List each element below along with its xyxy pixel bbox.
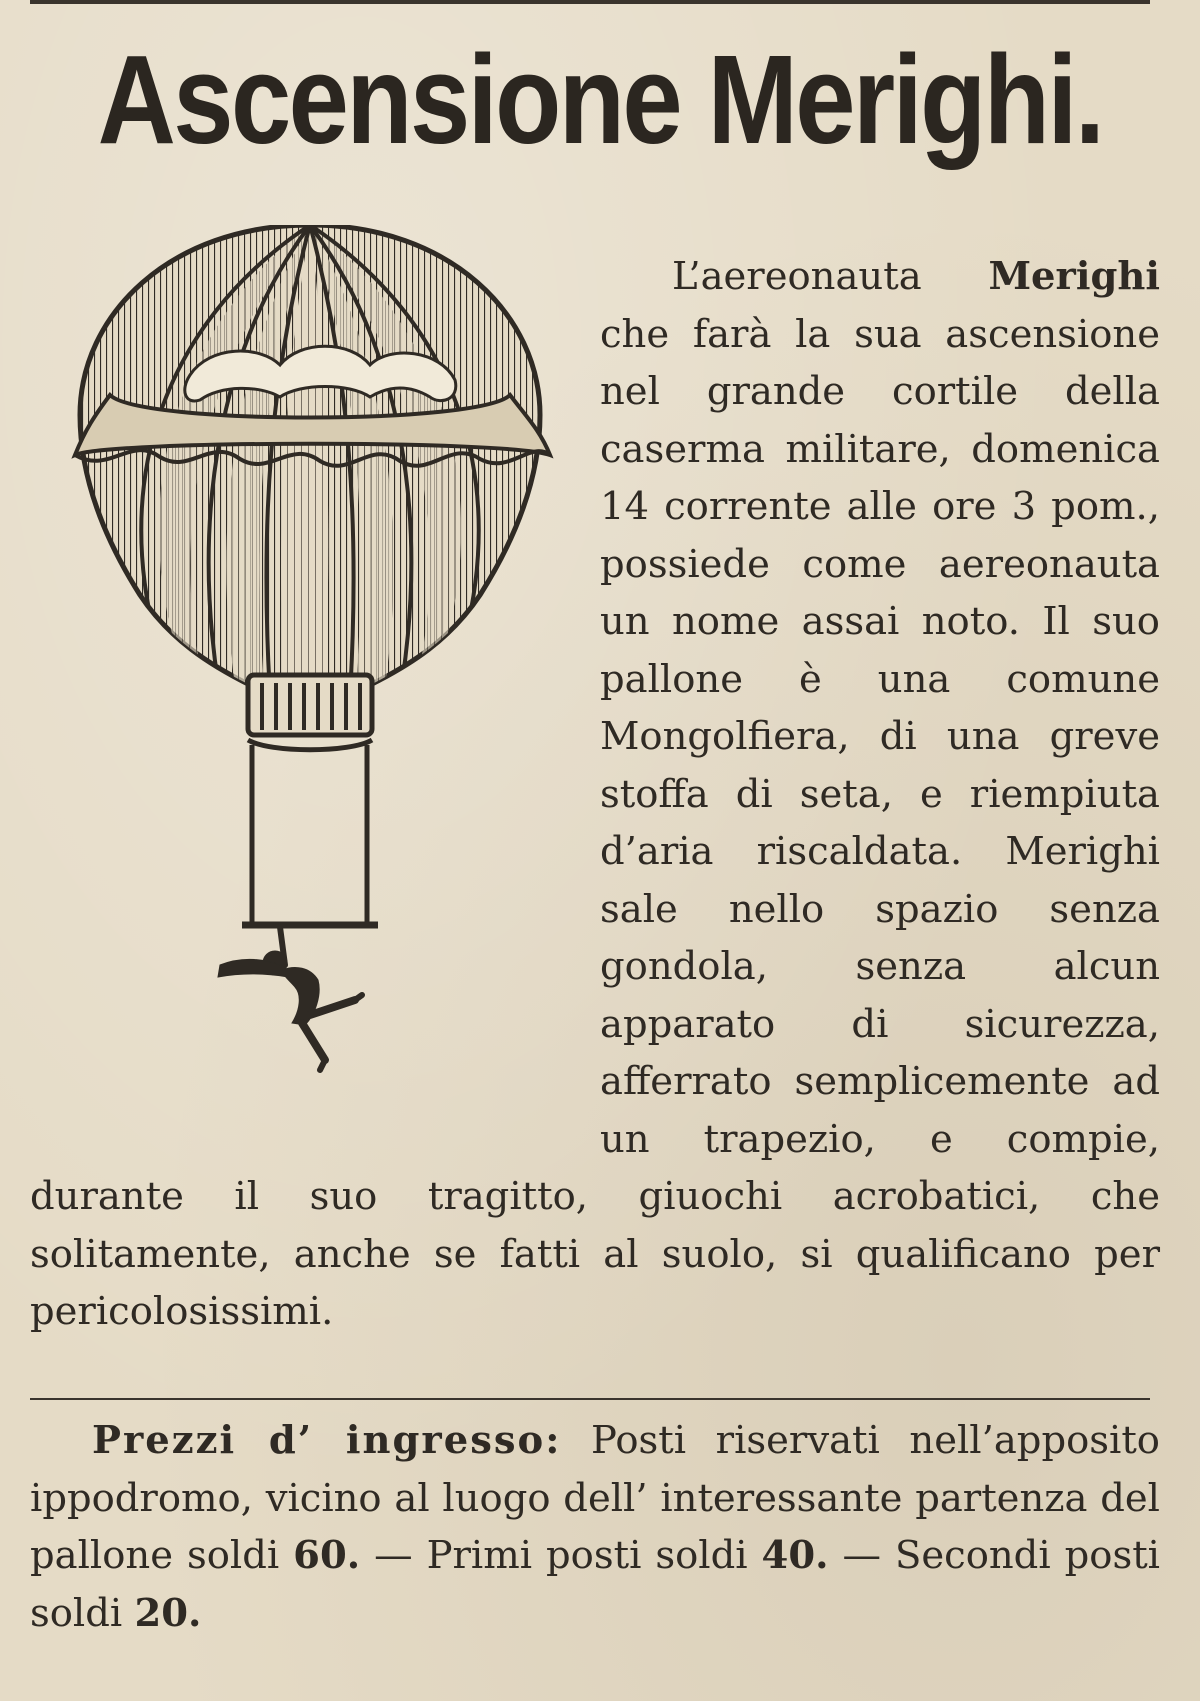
prices-text-3: — Secondi posti soldi (30, 1533, 1160, 1636)
article-text: che farà la sua ascensione nel grande cortile della caserma militare, domenica 14 corrente alle ore 3 pom., possiede come aereonauta un nome assai noto. Il suo pallone è una comune Mongolfiera, di una greve stoffa di seta, e riempiuta d’aria riscaldata. Merighi sale nello spazio senza gondola, senza alcun apparato di sicurezza, afferrato semplicemente ad un trapezio, e compie, durante il suo tragitto, giuochi acrobatici, che solitamente, anche se fatti al suolo, si qualificano per pericolosissimi. (30, 311, 1160, 1334)
article-body (30, 248, 1160, 1341)
top-rule (30, 0, 1150, 4)
section-divider (30, 1398, 1150, 1400)
aeronaut-name: Merighi (988, 254, 1160, 299)
prices-text-1: Posti riservati nell’apposito ippodromo, vicino al luogo dell’ interessante partenza del pallone soldi (30, 1418, 1160, 1578)
prices-label: Prezzi d’ ingresso: (92, 1418, 562, 1463)
headline: Ascensione Merighi. (97, 29, 1103, 170)
admission-prices (30, 1412, 1160, 1642)
price-first: 40. (761, 1533, 829, 1578)
prices-text-2: — Primi posti soldi (360, 1533, 762, 1578)
article-intro: L’aereonauta (672, 254, 989, 299)
price-second: 20. (134, 1590, 202, 1636)
price-reserved: 60. (293, 1533, 361, 1578)
prices-paragraph (30, 1412, 1160, 1642)
illustration-spacer (30, 248, 600, 1138)
